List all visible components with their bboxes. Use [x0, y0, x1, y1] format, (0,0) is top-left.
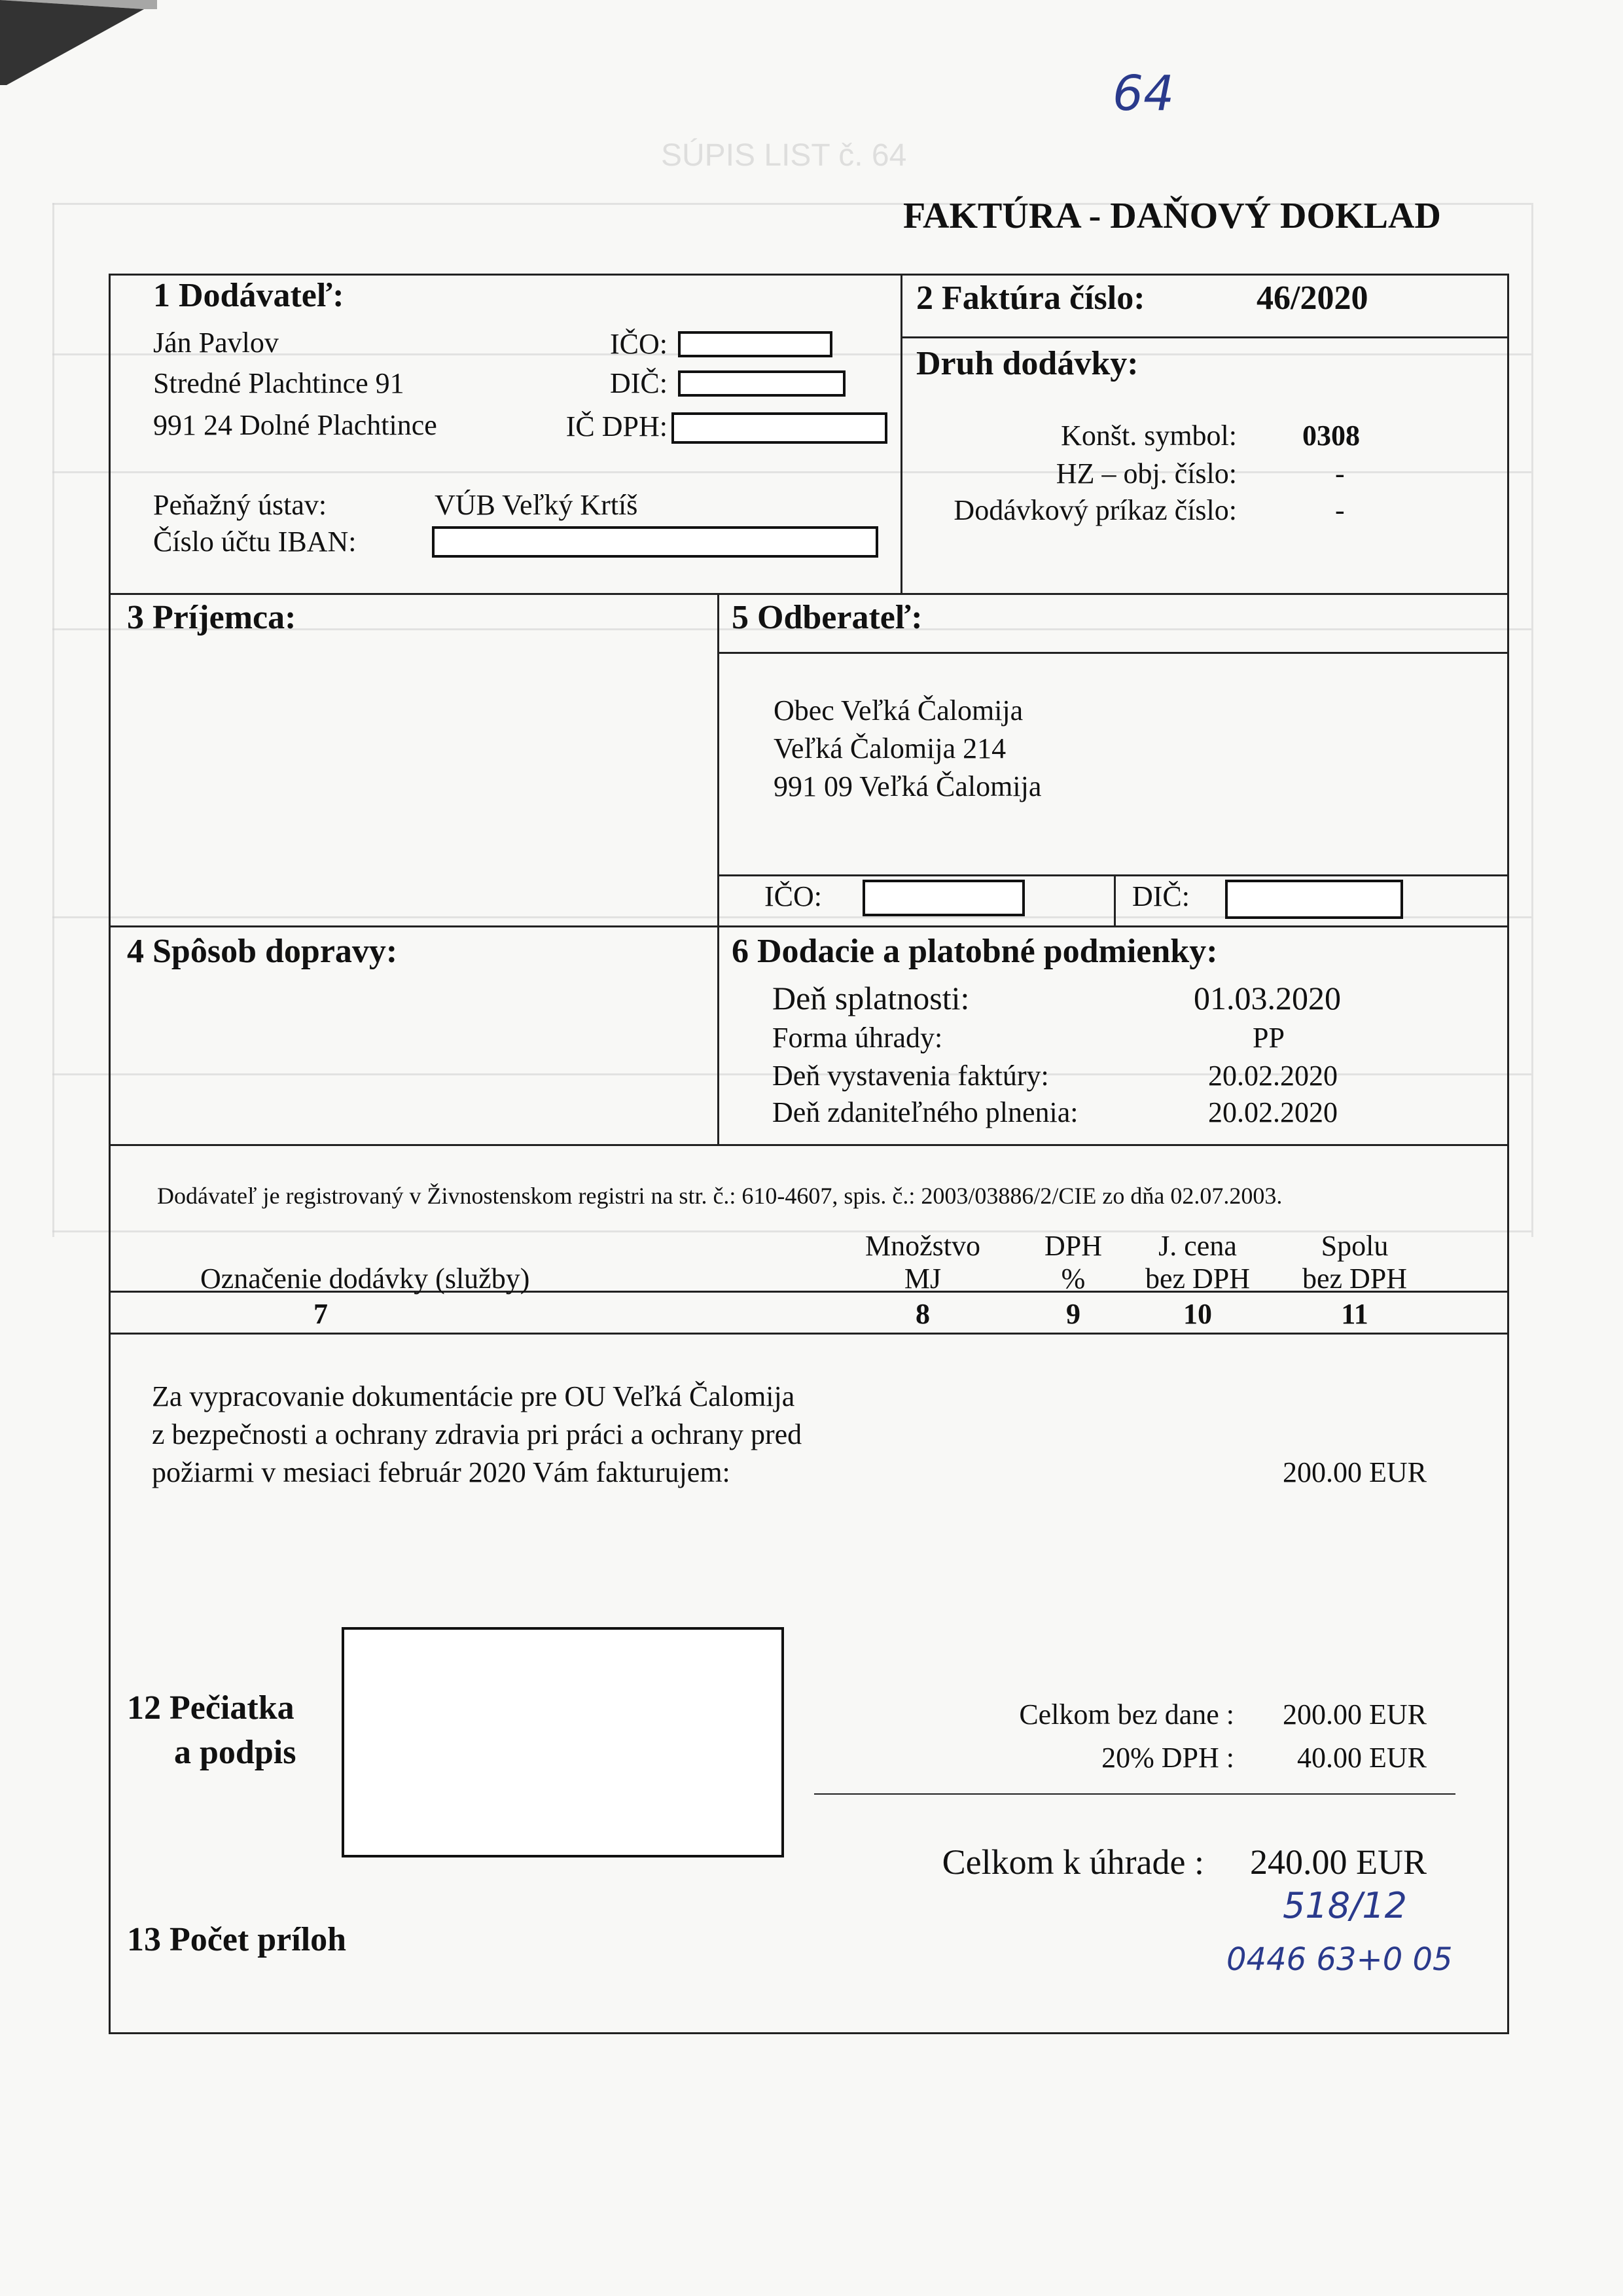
handwritten-note: 0446 63+0 05 — [1226, 1941, 1453, 1978]
taxable-date-value: 20.02.2020 — [1208, 1096, 1338, 1128]
rule — [109, 1333, 1509, 1335]
customer-dic-label: DIČ: — [1132, 880, 1190, 912]
vat-total-label: 20% DPH : — [1101, 1742, 1234, 1774]
supplier-heading: 1 Dodávateľ: — [153, 277, 344, 314]
bleed-grid-line — [52, 203, 54, 1237]
col-number-7: 7 — [313, 1298, 328, 1330]
rule — [109, 925, 1509, 927]
col-number-11: 11 — [1341, 1298, 1368, 1330]
supplier-city: 991 24 Dolné Plachtince — [153, 409, 437, 441]
iban-label: Číslo účtu IBAN: — [153, 526, 357, 558]
payment-form-value: PP — [1253, 1022, 1285, 1054]
const-symbol-value: 0308 — [1302, 420, 1360, 452]
item-description-line: Za vypracovanie dokumentácie pre OU Veľká Čalomija — [152, 1380, 795, 1412]
issue-date-value: 20.02.2020 — [1208, 1060, 1338, 1092]
terms-heading: 6 Dodacie a platobné podmienky: — [732, 933, 1218, 970]
due-date-label: Deň splatnosti: — [772, 980, 970, 1016]
rule — [717, 652, 1509, 654]
col-number-9: 9 — [1066, 1298, 1080, 1330]
issue-date-label: Deň vystavenia faktúry: — [772, 1060, 1049, 1092]
attachments-label: 13 Počet príloh — [127, 1921, 347, 1958]
customer-city: 991 09 Veľká Čalomija — [774, 770, 1042, 802]
bank-value: VÚB Veľký Krtíš — [435, 489, 638, 521]
customer-ico-label: IČO: — [764, 880, 822, 912]
col-quantity-header: Množstvo — [865, 1230, 980, 1262]
customer-heading: 5 Odberateľ: — [732, 599, 923, 636]
redacted-stamp-signature — [342, 1627, 784, 1857]
col-total-header: Spolu — [1321, 1230, 1389, 1262]
totals-divider — [814, 1793, 1455, 1795]
taxable-date-label: Deň zdaniteľného plnenia: — [772, 1096, 1079, 1128]
net-total-label: Celkom bez dane : — [1019, 1698, 1234, 1731]
signature-label: a podpis — [174, 1734, 296, 1771]
order-value: - — [1335, 494, 1345, 526]
customer-name: Obec Veľká Čalomija — [774, 694, 1024, 726]
supplier-icdph-label: IČ DPH: — [565, 410, 668, 442]
rule — [717, 593, 719, 1145]
amount-due-label: Celkom k úhrade : — [942, 1842, 1204, 1882]
net-total-value: 200.00 EUR — [1283, 1698, 1427, 1731]
redacted-ico — [678, 331, 832, 357]
due-date-value: 01.03.2020 — [1194, 980, 1341, 1016]
handwritten-note: 518/12 — [1283, 1885, 1407, 1926]
hz-label: HZ – obj. číslo: — [1056, 457, 1237, 490]
col-number-10: 10 — [1183, 1298, 1212, 1330]
redacted-iban — [432, 526, 878, 558]
supplier-street: Stredné Plachtince 91 — [153, 367, 404, 399]
col-vat-unit: % — [1061, 1263, 1086, 1295]
redacted-dic — [678, 370, 846, 397]
delivery-type-label: Druh dodávky: — [916, 345, 1139, 382]
rule — [901, 336, 1509, 338]
redacted-customer-dic — [1225, 880, 1403, 919]
document-title: FAKTÚRA - DAŇOVÝ DOKLAD — [903, 196, 1441, 236]
stamp-label: 12 Pečiatka — [127, 1689, 294, 1727]
rule — [109, 1144, 1509, 1146]
invoice-number-label: 2 Faktúra číslo: — [916, 279, 1145, 317]
rule — [901, 274, 902, 594]
order-label: Dodávkový príkaz číslo: — [954, 494, 1237, 526]
redacted-customer-ico — [863, 880, 1025, 916]
bleed-title: SÚPIS LIST č. 64 — [661, 138, 907, 173]
transport-heading: 4 Spôsob dopravy: — [127, 933, 398, 970]
handwritten-page-number: 64 — [1113, 65, 1175, 122]
const-symbol-label: Konšt. symbol: — [1061, 420, 1237, 452]
customer-street: Veľká Čalomija 214 — [774, 732, 1007, 764]
col-vat-header: DPH — [1044, 1230, 1103, 1262]
redacted-icdph — [671, 412, 887, 444]
hz-value: - — [1335, 457, 1345, 490]
item-amount: 200.00 EUR — [1283, 1456, 1427, 1488]
col-price-header: J. cena — [1158, 1230, 1237, 1262]
supplier-name: Ján Pavlov — [153, 327, 279, 359]
col-quantity-unit: MJ — [904, 1263, 942, 1295]
invoice-number-value: 46/2020 — [1257, 279, 1368, 317]
bank-label: Peňažný ústav: — [153, 489, 327, 521]
amount-due-value: 240.00 EUR — [1250, 1842, 1427, 1882]
col-description-header: Označenie dodávky (služby) — [200, 1263, 530, 1295]
vat-total-value: 40.00 EUR — [1297, 1742, 1427, 1774]
col-price-unit: bez DPH — [1145, 1263, 1251, 1295]
supplier-ico-label: IČO: — [610, 328, 668, 360]
registry-note: Dodávateľ je registrovaný v Živnostenskom registri na str. č.: 610-4607, spis. č.: 2003/03886/2/CIE zo dňa 02.07.2003. — [157, 1183, 1283, 1209]
scan-corner-artifact — [0, 0, 157, 98]
payment-form-label: Forma úhrady: — [772, 1022, 943, 1054]
item-description-line: z bezpečnosti a ochrany zdravia pri práci a ochrany pred — [152, 1418, 802, 1450]
col-number-8: 8 — [916, 1298, 930, 1330]
rule — [1114, 874, 1116, 927]
supplier-dic-label: DIČ: — [610, 367, 668, 399]
recipient-heading: 3 Príjemca: — [127, 599, 296, 636]
col-total-unit: bez DPH — [1302, 1263, 1408, 1295]
item-description-line: požiarmi v mesiaci február 2020 Vám fakturujem: — [152, 1456, 730, 1488]
rule — [717, 874, 1509, 876]
bleed-grid-line — [1531, 203, 1533, 1237]
rule — [109, 593, 1509, 595]
